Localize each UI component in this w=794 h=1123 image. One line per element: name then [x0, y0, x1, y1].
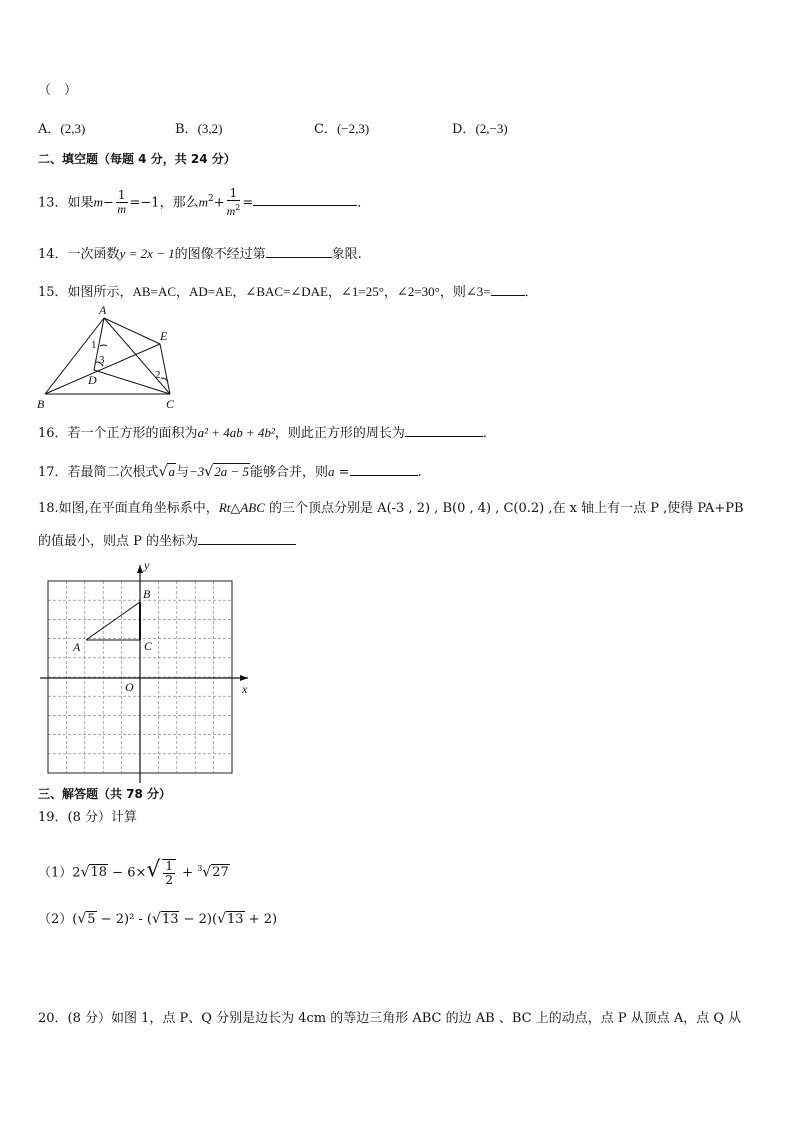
numerator: 1 [227, 187, 241, 201]
var-m: m [198, 194, 208, 210]
part-label: （2） [38, 912, 73, 927]
q14-text: 一次函数 [67, 247, 120, 262]
q15 [38, 281, 538, 302]
x-axis-arrow [240, 675, 248, 681]
answer-blank[interactable] [405, 422, 483, 437]
fraction-1-over-m [116, 189, 128, 216]
end-mark: ． [482, 426, 496, 441]
operator-text: − 2)² - ( [96, 912, 153, 927]
answer-blank[interactable] [253, 191, 357, 206]
fraction-1-over-2 [162, 859, 176, 887]
radicand-27: 27 [212, 865, 229, 881]
q16 [38, 422, 496, 443]
radicand-13: 13 [161, 912, 179, 927]
segment-ab [86, 602, 140, 640]
label-c: C [144, 639, 153, 653]
option-label: B． [175, 122, 198, 137]
question-number: 16． [38, 426, 68, 441]
q18-text-b: 的三个顶点分别是 A(-3 , 2) , B(0 , 4) , C(0.2) ,在 x 轴上有一点 P ,使得 PA+PB [264, 501, 744, 516]
denominator: m [117, 202, 127, 217]
segment-ae [104, 318, 160, 344]
label-x: x [242, 682, 248, 696]
plus-sign: + [213, 195, 225, 211]
y-axis-arrow [137, 565, 143, 573]
figure-18-grid [36, 557, 256, 787]
label-a: A [73, 640, 81, 654]
numerator: 1 [165, 858, 174, 873]
question-number: 15． [38, 285, 68, 300]
radicand-13: 13 [226, 912, 244, 927]
q17-text: 若最简二次根式 [67, 465, 159, 480]
q18-text-2: 的值最小，则点 P 的坐标为 [38, 534, 199, 549]
denominator [227, 201, 241, 218]
q20: 20．(8 分）如图 1，点 P、Q 分别是边长为 4cm 的等边三角形 ABC 的边 AB 、BC 上的动点，点 P 从顶点 A，点 Q 从 [38, 1011, 742, 1026]
answer-blank[interactable] [350, 461, 418, 476]
q12-option-b [175, 118, 222, 137]
figure-15 [30, 300, 190, 412]
label-angle-2: 2 [155, 369, 161, 381]
label-origin: O [125, 680, 134, 694]
var-a: a [328, 464, 335, 479]
rt-triangle: Rt△ABC [218, 500, 265, 515]
q19-part1 [38, 852, 230, 890]
answer-blank[interactable] [198, 530, 296, 545]
question-number: 17． [38, 465, 68, 480]
q17-text-2: 与 [175, 465, 189, 480]
operator-text-2: − 2)( [179, 912, 218, 927]
radical-sign: √ [146, 857, 161, 883]
q19-heading: 19．(8 分）计算 [38, 810, 138, 825]
radical-sign: √ [152, 911, 161, 927]
equals-neg1: =−1 [129, 195, 160, 211]
answer-blank[interactable] [266, 243, 332, 258]
q13-text: 如果 [67, 195, 94, 211]
paren-open: ( [72, 912, 78, 927]
option-label: A． [38, 122, 61, 137]
q12-paren: （ ） [38, 83, 78, 98]
q17 [38, 461, 422, 482]
coefficient: 2 [72, 865, 81, 881]
radical-sign: √ [158, 464, 168, 480]
radicand-2a-5: 2a − 5 [214, 464, 249, 479]
radical-sign: √ [217, 911, 226, 927]
end-mark: . [417, 465, 422, 480]
q12-option-a [38, 118, 85, 137]
option-value: (2,−3) [475, 121, 508, 136]
option-value: (3,2) [197, 121, 223, 136]
equals-sign: = [242, 195, 254, 211]
root-index: 3 [197, 864, 203, 873]
option-label: D． [452, 122, 476, 137]
fraction-1-over-m2 [227, 187, 241, 218]
section2-title: 二、填空题（每题 4 分，共 24 分） [38, 152, 236, 166]
var-m: m [93, 194, 103, 210]
radicand-5: 5 [87, 912, 96, 927]
radical-sign: √ [80, 864, 90, 881]
denominator-var: m [226, 204, 236, 219]
q14 [38, 243, 362, 264]
q14-text-2: 的图像不经过第 [174, 247, 266, 262]
minus-sign: − [102, 195, 114, 211]
q12-option-d [452, 118, 508, 137]
option-value: (2,3) [60, 121, 86, 136]
q17-text-3: 能够合并，则 [249, 465, 328, 480]
q16-text: 若一个正方形的面积为 [67, 426, 198, 441]
radical-sign: √ [77, 911, 87, 927]
label-b: B [143, 587, 151, 601]
label-d: D [88, 373, 97, 387]
paren-close: + 2) [244, 912, 278, 927]
q13 [38, 183, 370, 219]
end-mark: ． [524, 285, 538, 300]
q19-part2 [38, 910, 277, 929]
question-number: 13． [38, 195, 68, 211]
segment-ec [160, 344, 170, 394]
cube-root-sign: √ [202, 864, 212, 881]
q18-line1 [38, 499, 744, 518]
angle-mark-1 [100, 345, 107, 346]
answer-blank[interactable] [491, 281, 525, 296]
plus-sign: + [178, 865, 198, 881]
part-label: （1） [38, 865, 73, 881]
option-value: (−2,3) [336, 121, 370, 136]
numerator: 1 [117, 188, 126, 203]
label-y: y [144, 558, 150, 572]
label-c: C [166, 397, 175, 411]
denominator: 2 [165, 872, 174, 887]
section3-title: 三、解答题（共 78 分） [38, 787, 172, 801]
radical-sign: √ [204, 464, 214, 480]
label-b: B [37, 397, 45, 411]
operator-text: − 6× [108, 865, 147, 881]
end-mark: ． [357, 195, 371, 211]
label-a: A [99, 303, 107, 317]
equals-sign: = [334, 465, 350, 480]
coefficient: −3 [189, 464, 205, 479]
question-number: 14． [38, 247, 68, 262]
q14-text-3: 象限. [331, 247, 362, 262]
label-angle-1: 1 [91, 339, 97, 351]
q16-text-2: ，则此正方形的周长为 [274, 426, 405, 441]
formula: a² + 4ab + 4b² [197, 425, 275, 440]
q15-text: 如图所示，AB=AC，AD=AE，∠BAC=∠DAE，∠1=25°，∠2=30°，则∠3= [67, 284, 491, 299]
formula: y = 2x − 1 [119, 246, 175, 261]
option-label: C． [314, 122, 337, 137]
q18-line2 [38, 530, 296, 551]
q13-text-2: ，那么 [159, 195, 199, 211]
q18-text: 18.如图,在平面直角坐标系中， [38, 501, 219, 516]
denominator-exp: 2 [235, 203, 241, 213]
q12-option-c [314, 118, 369, 137]
radicand-18: 18 [90, 865, 108, 881]
exponent: 2 [207, 194, 214, 204]
label-e: E [160, 329, 168, 343]
label-angle-3: 3 [99, 354, 105, 366]
segment-be [45, 344, 160, 394]
radicand-a: a [168, 464, 175, 479]
